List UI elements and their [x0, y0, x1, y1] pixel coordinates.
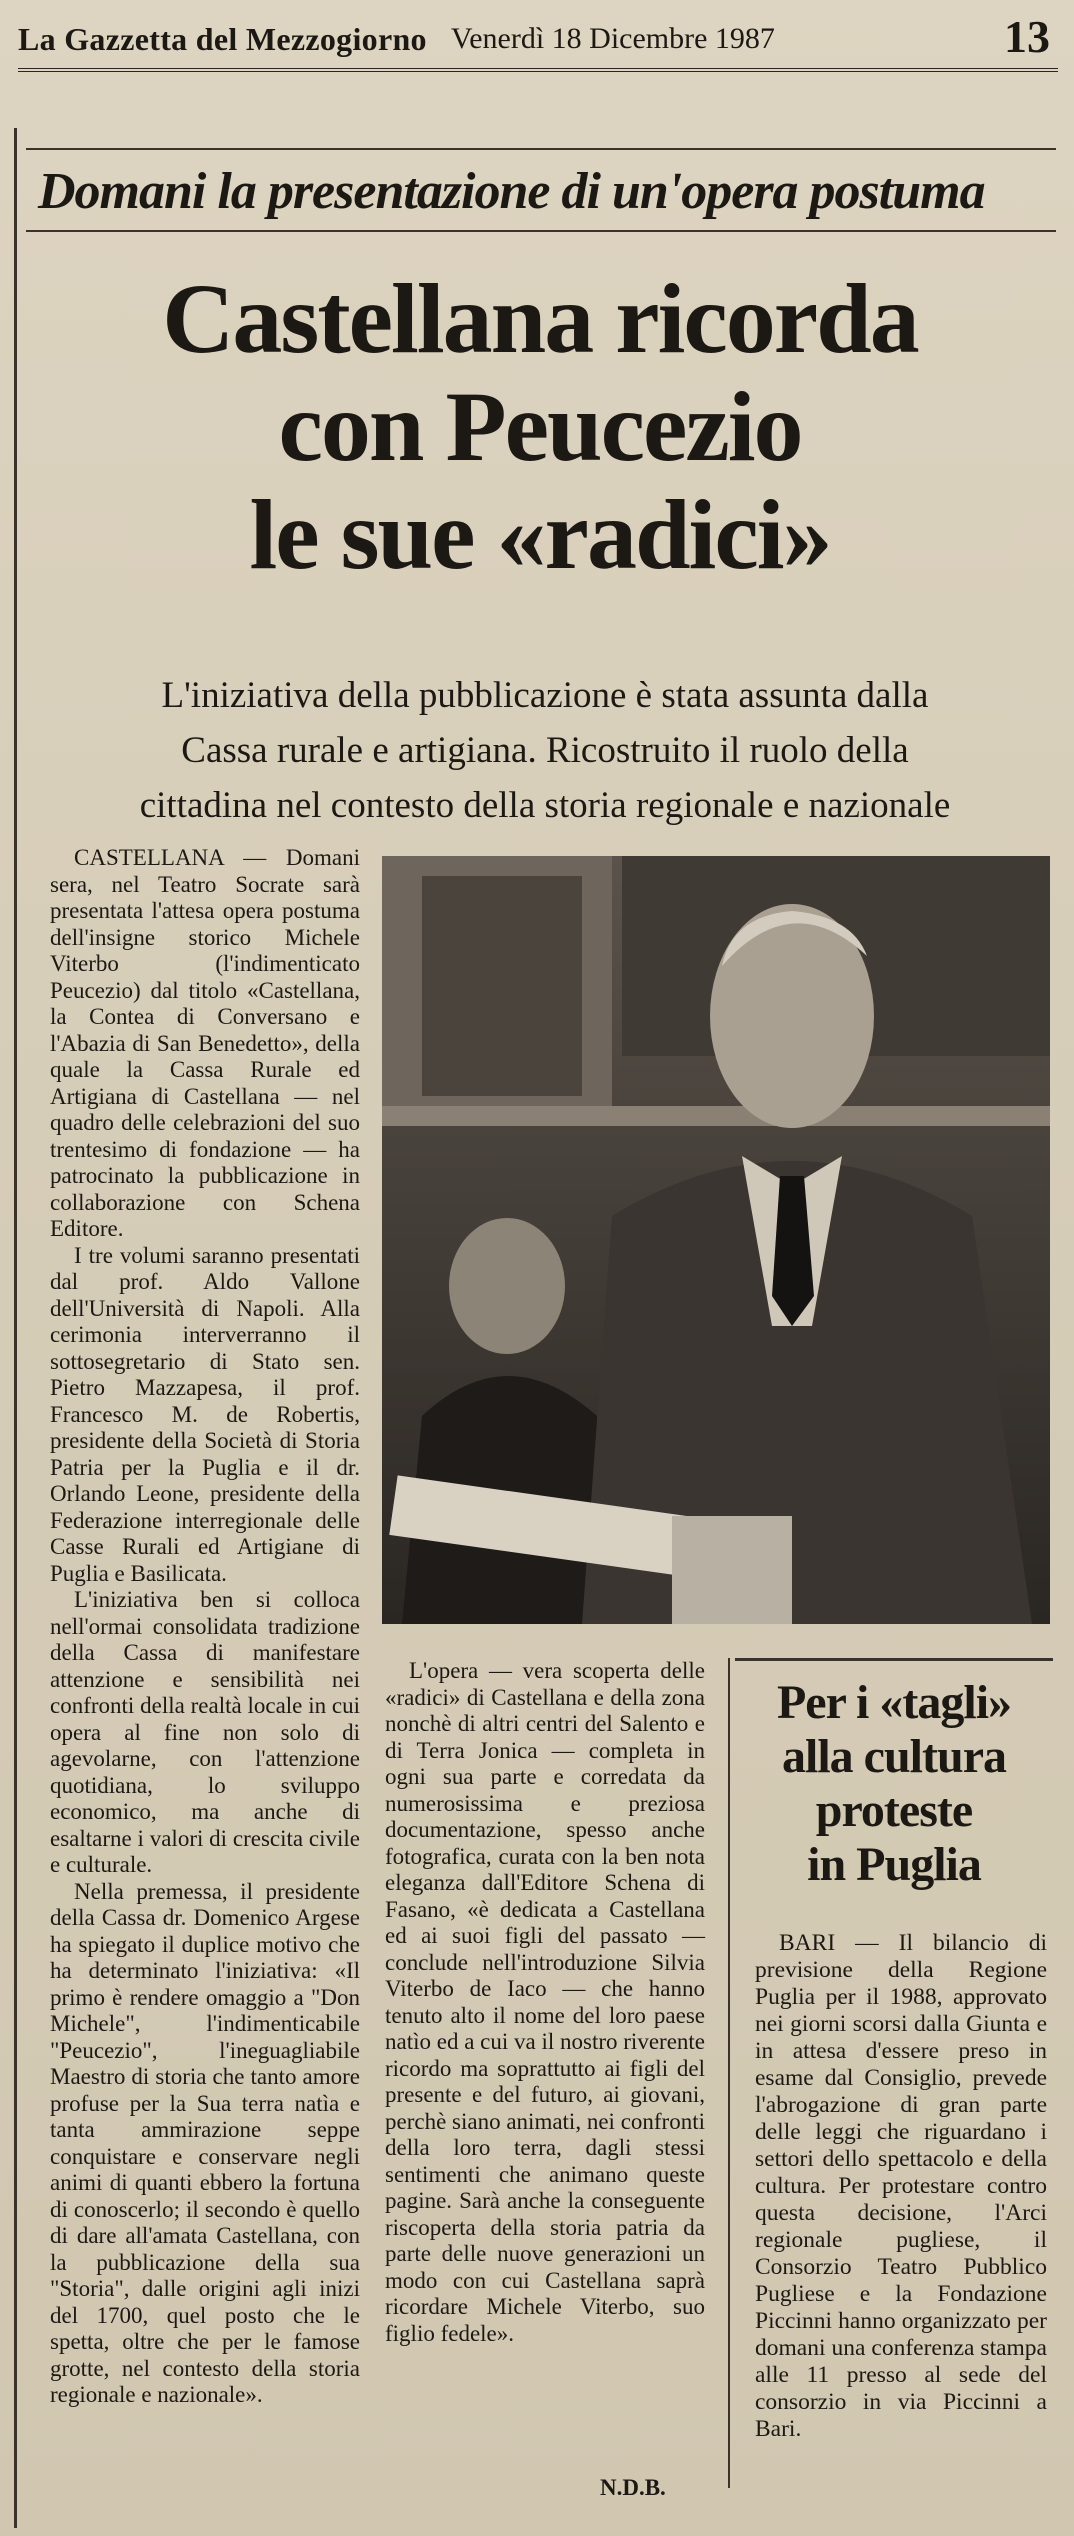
sidebar-headline	[735, 1676, 1053, 1892]
sidebar-headline-line: Per i «tagli»	[776, 1676, 1012, 1729]
article-column-1	[50, 845, 360, 2409]
sidebar-headline-line: alla cultura	[782, 1730, 1006, 1783]
article-paragraph: L'iniziativa ben si colloca nell'ormai consolidata tradizione della Cassa di manifestare attenzione e sensibilità nei confronti della realtà locale in cui opera al fine non solo di agevolarne, con l'attenzione quotidiana, lo sviluppo economico, ma anche di esaltarne i valori di crescita civile e culturale.	[50, 1587, 360, 1877]
subhead-line: cittadina nel contesto della storia regionale e nazionale	[139, 785, 951, 826]
sidebar-paragraph: BARI — Il bilancio di previsione della Regione Puglia per il 1988, approvato nei giorni scorsi dalla Giunta e in attesa d'essere preso in esame dal Consiglio, prevede l'abrogazione di gran parte delle leggi che riguardano i settori dello spettacolo e della cultura. Per protestare contro questa decisione, l'Arci regionale pugliese, il Consorzio Teatro Pubblico Pugliese e la Fondazione Piccinni hanno organizzato per domani una conferenza stampa alle 11 presso al sede del consorzio in via Piccinni a Bari.	[755, 1930, 1047, 2442]
headline	[40, 265, 1040, 589]
sidebar-headline-line: proteste	[815, 1784, 973, 1837]
headline-line: con Peucezio	[278, 371, 802, 482]
author-signature: N.D.B.	[600, 2475, 666, 2500]
sidebar-top-rule	[735, 1658, 1053, 1661]
kicker: Domani la presentazione di un'opera postuma	[26, 148, 1056, 232]
subhead-line: L'iniziativa della pubblicazione è stata assunta dalla	[161, 675, 929, 716]
article-paragraph: L'opera — vera scoperta delle «radici» di Castellana e della zona nonchè di altri centri del Salento e di Terra Jonica — completa in ogni sua parte e corredata da numerosissima e preziosa documentazione, spesso anche fotografica, curata con la ben nota eleganza dall'Editore Schena di Fasano, «è dedicata a Castellana ed ai suoi figli del passato — conclude nell'introduzione Silvia Viterbo de Iaco — che hanno tenuto alto il nome del loro paese natìo ed a cui va il nostro riverente ricordo ma soprattutto ai figli del presente e del futuro, ai giovani, perchè siano animati, nei confronti della loro terra, dagli stessi sentimenti che animano queste pagine. Sarà anche la conseguente riscoperta della storia patria da parte delle nuove generazioni un modo con cui Castellana saprà ricordare Michele Viterbo, suo figlio fedele».	[385, 1658, 705, 2346]
page-number: 13	[1004, 11, 1050, 62]
article-paragraph: CASTELLANA — Domani sera, nel Teatro Socrate sarà presentata l'attesa opera postuma dell'insigne storico Michele Viterbo (l'indimenticato Peucezio) dal titolo «Castellana, la Contea di Conversano e l'Abazia di San Benedetto», della quale la Cassa Rurale ed Artigiana di Castellana — nel quadro delle celebrazioni del suo trentesimo di fondazione — ha patrocinato la pubblicazione in collaborazione con Schena Editore.	[50, 845, 360, 1241]
subhead-line: Cassa rurale e artigiana. Ricostruito il ruolo della	[181, 730, 909, 771]
speaker-photo-illustration	[382, 856, 1050, 1624]
headline-line: Castellana ricorda	[162, 263, 918, 374]
article-photo	[382, 856, 1050, 1624]
article-column-2	[385, 1658, 705, 2347]
sidebar-body	[755, 1930, 1047, 2443]
sidebar-headline-line: in Puglia	[807, 1838, 981, 1891]
article-paragraph: Nella premessa, il presidente della Cassa dr. Domenico Argese ha spiegato il duplice motivo che ha determinato l'iniziativa: «Il primo è rendere omaggio a "Don Michele", l'indimenticabile "Peucezio", l'ineguagliabile Maestro di storia che tanto amore profuse per la Sua terra natìa e tanta ammirazione seppe conquistare e conservare negli animi di quanti ebbero la fortuna di conoscerlo; il secondo è quello di dare all'amata Castellana, con la pubblicazione della sua "Storia", dalle origini agli inizi del 1700, quel posto che le spetta, oltre che per le famose grotte, nel contesto della storia regionale e nazionale».	[50, 1878, 360, 2407]
issue-date: Venerdì 18 Dicembre 1987	[450, 22, 775, 55]
sidebar-divider	[728, 1658, 730, 2488]
article-paragraph: I tre volumi saranno presentati dal prof. Aldo Vallone dell'Università di Napoli. Alla cerimonia interverranno il sottosegretario di Stato sen. Pietro Mazzapesa, il prof. Francesco M. de Robertis, presidente della Società di Storia Patria per la Puglia e il dr. Orlando Leone, presidente della Federazione interregionale delle Casse Rurali ed Artigiane di Puglia e Basilicata.	[50, 1242, 360, 1586]
subheadline	[30, 668, 1060, 833]
headline-line: le sue «radici»	[249, 479, 831, 590]
newspaper-name: La Gazzetta del Mezzogiorno	[18, 20, 427, 57]
masthead	[18, 10, 1058, 72]
column-frame-rule	[14, 128, 25, 2528]
